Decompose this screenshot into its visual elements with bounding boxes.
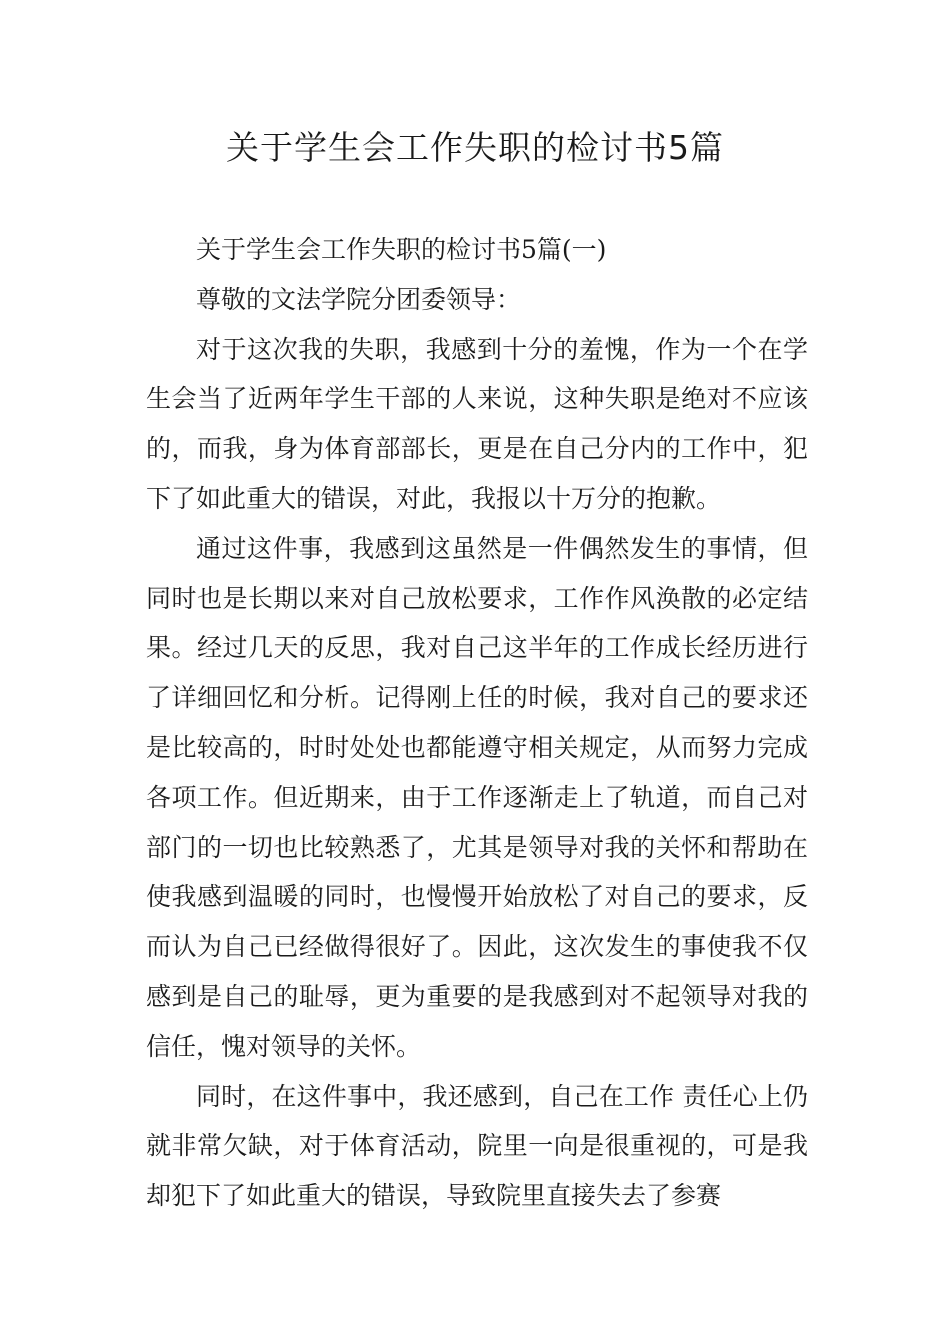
body-paragraph: 对于这次我的失职，我感到十分的羞愧，作为一个在学生会当了近两年学生干部的人来说，这种失职是绝对不应该的，而我，身为体育部部长，更是在自己分内的工作中，犯下了如此重大的错误，对此，我报以十万分的抱歉。	[146, 334, 808, 513]
body-paragraph: 同时，在这件事中，我还感到，自己在工作 责任心上仍就非常欠缺，对于体育活动，院里一向是很重视的，可是我却犯下了如此重大的错误，导致院里直接失去了参赛	[146, 1081, 808, 1211]
document-title: 关于学生会工作失职的检讨书5篇	[226, 128, 724, 167]
document-body	[146, 225, 808, 1221]
body-paragraph: 通过这件事，我感到这虽然是一件偶然发生的事情，但同时也是长期以来对自己放松要求，工作作风涣散的必定结果。经过几天的反思，我对自己这半年的工作成长经历进行了详细回忆和分析。记得刚上任的时候，我对自己的要求还是比较高的，时时处处也都能遵守相关规定，从而努力完成各项工作。但近期来，由于工作逐渐走上了轨道，而自己对部门的一切也比较熟悉了，尤其是领导对我的关怀和帮助在使我感到温暖的同时，也慢慢开始放松了对自己的要求，反而认为自己已经做得很好了。因此，这次发生的事使我不仅感到是自己的耻辱，更为重要的是我感到对不起领导对我的信任，愧对领导的关怀。	[146, 533, 808, 1061]
salutation-paragraph: 尊敬的文法学院分团委领导：	[196, 284, 522, 314]
subtitle-paragraph: 关于学生会工作失职的检讨书5篇(一)	[196, 235, 607, 264]
